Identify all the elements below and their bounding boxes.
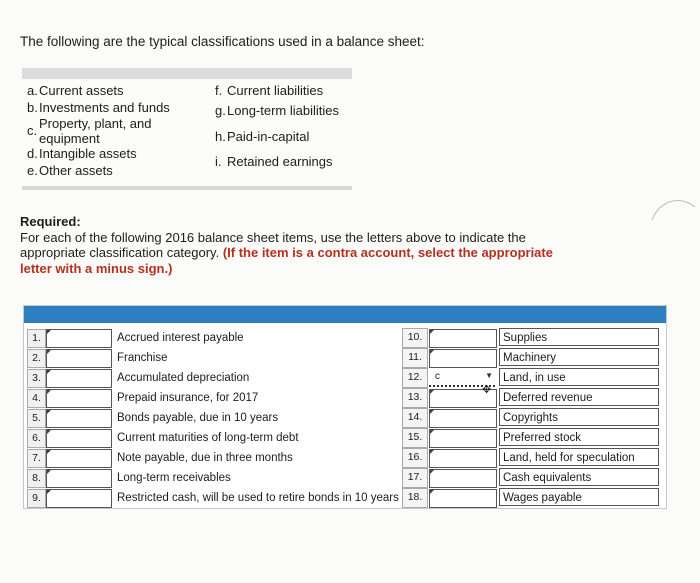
table-row [24,368,666,388]
table-row [24,428,666,448]
classification-item [215,83,365,100]
required-text: For each of the following 2016 balance sheet items, use the letters above to indicate the appropriate classification category. [20,229,526,260]
classification-item [27,83,197,100]
row-number: 18. [402,488,428,508]
row-number: 6. [27,429,46,448]
item-label: Cash equivalents [499,468,659,486]
move-cursor-icon: ✥ [482,384,492,396]
row-number: 13. [402,388,428,408]
row-number: 5. [27,409,46,428]
row-number: 2. [27,349,46,368]
classification-item [27,116,192,146]
item-label: Note payable, due in three months [117,452,293,464]
item-label: Current maturities of long-term debt [117,432,299,444]
classification-letter: f. [215,83,223,98]
row-number: 4. [27,389,46,408]
classification-label: Current assets [39,83,124,98]
answer-dropdown[interactable] [46,369,112,388]
table-row [24,488,666,508]
classification-label: Property, plant, and equipment [39,116,152,146]
selected-value: c [435,371,440,382]
classification-label: Other assets [39,162,113,178]
row-number: 16. [402,448,428,468]
pen-scribble [650,195,700,225]
classification-label: Current liabilities [227,83,324,98]
row-number: 11. [402,348,428,368]
classification-label: Investments and funds [39,99,170,115]
item-label: Machinery [499,348,659,366]
item-label: Wages payable [499,488,659,506]
item-label: Franchise [117,352,168,364]
classification-item [27,100,197,117]
row-number: 15. [402,428,428,448]
item-label: Bonds payable, due in 10 years [117,412,279,424]
row-number: 17. [402,468,428,488]
classification-footer-bar [22,186,352,190]
table-row [24,408,666,428]
answer-dropdown[interactable] [429,429,497,448]
classification-label: Paid-in-capital [227,129,310,144]
row-number: 1. [27,329,46,348]
classification-letter: b. [27,99,38,115]
answer-dropdown[interactable] [429,349,497,368]
classification-item [27,163,197,180]
table-row [24,388,666,408]
row-number: 8. [27,469,46,488]
classification-item [215,129,365,146]
required-instructions [20,214,565,276]
classification-item [27,146,197,163]
classification-column-right [215,83,365,170]
classification-label: Long-term liabilities [227,102,339,118]
classification-letter: c. [27,122,38,138]
dropdown-arrow-icon[interactable]: ▼ [485,371,493,380]
answer-dropdown[interactable] [46,469,112,488]
classification-letter: d. [27,146,38,161]
row-number: 10. [402,328,428,348]
item-label: Long-term receivables [117,472,231,484]
answer-dropdown[interactable] [429,409,497,428]
classification-item [215,103,365,120]
row-number: 7. [27,449,46,468]
intro-text: The following are the typical classifications used in a balance sheet: [20,34,425,49]
classification-letter: g. [215,102,226,118]
row-number: 3. [27,369,46,388]
item-label: Accrued interest payable [117,332,244,344]
answer-dropdown[interactable] [46,449,112,468]
table-row [24,448,666,468]
answer-dropdown[interactable] [429,469,497,488]
table-row [24,348,666,368]
classification-letter: h. [215,129,226,144]
item-label: Restricted cash, will be used to retire bonds in 10 years [117,492,399,504]
table-header-bar [24,306,666,323]
row-number: 9. [27,489,46,508]
answer-dropdown[interactable] [46,389,112,408]
classification-letter: i. [215,153,222,169]
classification-label: Intangible assets [39,146,137,161]
answer-dropdown[interactable] [429,489,497,508]
answer-dropdown[interactable] [46,329,112,348]
answer-dropdown[interactable] [46,409,112,428]
row-number: 12. [402,368,428,388]
answer-dropdown[interactable] [429,449,497,468]
row-number: 14. [402,408,428,428]
classification-letter: a. [27,83,38,98]
item-label: Land, held for speculation [499,448,659,466]
answer-dropdown[interactable] [429,329,497,348]
classification-label: Retained earnings [227,153,333,169]
table-row [24,328,666,348]
required-heading: Required: [20,214,81,229]
item-label: Land, in use [499,368,659,386]
item-label: Deferred revenue [499,388,659,406]
classification-item [215,154,365,171]
classification-header-bar [22,68,352,79]
answer-table [23,305,667,509]
answer-dropdown[interactable] [46,429,112,448]
answer-dropdown[interactable] [46,349,112,368]
classification-letter: e. [27,162,38,178]
required-emphasis: (If the item is a contra account, select the appropriate letter with a minus sign.) [20,245,553,276]
table-row [24,468,666,488]
classification-column-left [27,83,197,179]
answer-dropdown[interactable] [46,489,112,508]
item-label: Prepaid insurance, for 2017 [117,392,259,404]
item-label: Supplies [499,328,659,346]
classification-box [22,68,352,192]
item-label: Accumulated depreciation [117,372,250,384]
item-label: Preferred stock [499,428,659,446]
item-label: Copyrights [499,408,659,426]
